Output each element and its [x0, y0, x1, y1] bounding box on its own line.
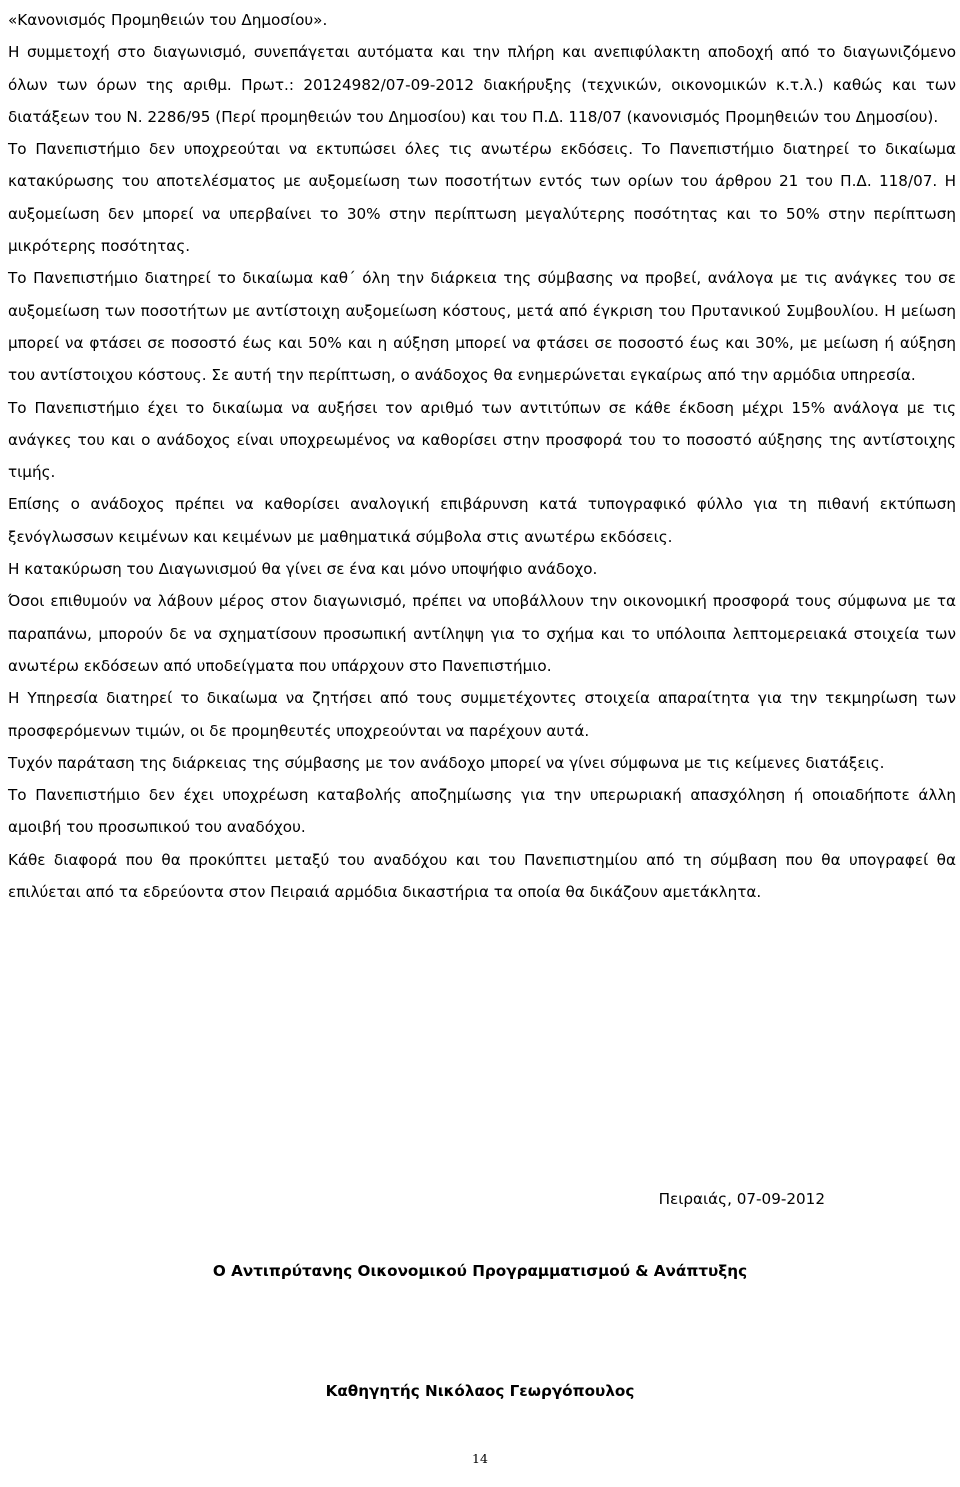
paragraph: Το Πανεπιστήμιο έχει το δικαίωμα να αυξήσει τον αριθμό των αντιτύπων σε κάθε έκδοση μέχρι 15% ανάλογα με τις ανάγκες του και ο ανάδοχος είναι υποχρεωμένος να καθορίσει στην προσφορά του το ποσοστό αύξησης της αντίστοιχης τιμής. [8, 398, 956, 482]
paragraph: Η Υπηρεσία διατηρεί το δικαίωμα να ζητήσει από τους συμμετέχοντες στοιχεία απαραίτητα για την τεκμηρίωση των προσφερόμενων τιμών, οι δε προμηθευτές υποχρεούνται να παρέχουν αυτά. [8, 689, 956, 740]
paragraph: Όσοι επιθυμούν να λάβουν μέρος στον διαγωνισμό, πρέπει να υποβάλλουν την οικονομική προσφορά τους σύμφωνα με τα παραπάνω, μπορούν δε να σχηματίσουν προσωπική αντίληψη για το σχήμα και το υπόλοιπα λεπτομερειακά στοιχεία των ανωτέρω εκδόσεων από υποδείγματα που υπάρχουν στο Πανεπιστήμιο. [8, 592, 956, 675]
paragraph: Επίσης ο ανάδοχος πρέπει να καθορίσει αναλογική επιβάρυνση κατά τυπογραφικό φύλλο για τη πιθανή εκτύπωση ξενόγλωσσων κειμένων και κειμένων με μαθηματικά σύμβολα στις ανωτέρω εκδόσεις. [8, 495, 956, 546]
paragraph: Η κατακύρωση του Διαγωνισμού θα γίνει σε ένα και μόνο υποψήφιο ανάδοχο. [8, 560, 598, 579]
signatory-title: Ο Αντιπρύτανης Οικονομικού Προγραμματισμού & Ανάπτυξης [212, 1262, 748, 1280]
paragraph: Η συμμετοχή στο διαγωνισμό, συνεπάγεται αυτόματα και την πλήρη και ανεπιφύλακτη αποδοχή από το διαγωνιζόμενο όλων των όρων της αριθμ. Πρωτ.: 20124982/07-09-2012 διακήρυξης (τεχνικών, οικονομικών κ.τ.λ.) καθώς και των διατάξεων του Ν. 2286/95 (Περί προμηθειών του Δημοσίου) και του Π.Δ. 118/07 (κανονισμός Προμηθειών του Δημοσίου). [8, 43, 956, 126]
page-number: 14 [472, 1451, 488, 1466]
document-body [8, 4, 956, 908]
paragraph: Το Πανεπιστήμιο διατηρεί το δικαίωμα καθ΄ όλη την διάρκεια της σύμβασης να προβεί, ανάλογα με τις ανάγκες του σε αυξομείωση των ποσοτήτων με αντίστοιχη αυξομείωση κόστους, μετά από έγκριση του Πρυτανικού Συμβουλίου. Η μείωση μπορεί να φτάσει σε ποσοστό έως και 50% και η αύξηση μπορεί να φτάσει σε ποσοστό έως και 30%, με μείωση ή αύξηση του αντίστοιχου κόστους. Σε αυτή την περίπτωση, ο ανάδοχος θα ενημερώνεται εγκαίρως από την αρμόδια υπηρεσία. [8, 269, 956, 385]
paragraph: «Κανονισμός Προμηθειών του Δημοσίου». [8, 11, 328, 29]
document-date: Πειραιάς, 07-09-2012 [658, 1190, 825, 1208]
paragraph: Κάθε διαφορά που θα προκύπτει μεταξύ του αναδόχου και του Πανεπιστημίου από τη σύμβαση που θα υπογραφεί θα επιλύεται από τα εδρεύοντα στον Πειραιά αρμόδια δικαστήρια τα οποία θα δικάζουν αμετάκλητα. [8, 850, 956, 902]
paragraph: Το Πανεπιστήμιο δεν έχει υποχρέωση καταβολής αποζημίωσης για την υπερωριακή απασχόληση ή οποιαδήποτε άλλη αμοιβή του προσωπικού του αναδόχου. [8, 786, 956, 837]
paragraph: Τυχόν παράταση της διάρκειας της σύμβασης με τον ανάδοχο μπορεί να γίνει σύμφωνα με τις κείμενες διατάξεις. [8, 753, 885, 772]
paragraph: Το Πανεπιστήμιο δεν υποχρεούται να εκτυπώσει όλες τις ανωτέρω εκδόσεις. Το Πανεπιστήμιο διατηρεί το δικαίωμα κατακύρωσης του αποτελέσματος με αυξομείωση των ποσοτήτων εντός των ορίων του άρθρου 21 του Π.Δ. 118/07. Η αυξομείωση δεν μπορεί να υπερβαίνει το 30% στην περίπτωση μεγαλύτερης ποσότητας και το 50% στην περίπτωση μικρότερης ποσότητας. [8, 140, 956, 256]
signatory-name: Καθηγητής Νικόλαος Γεωργόπουλος [325, 1382, 635, 1400]
